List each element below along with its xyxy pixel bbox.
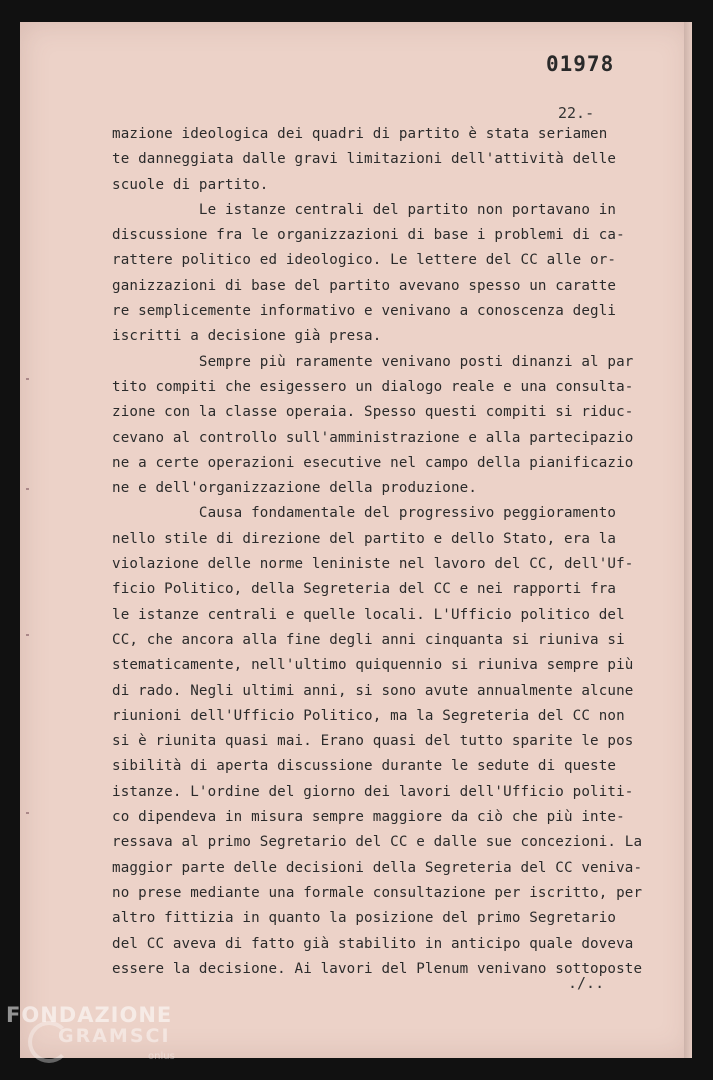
document-page [20,22,692,1058]
text-line: altro fittizia in quanto la posizione del primo Segretario [112,910,617,927]
text-line: ressava al primo Segretario del CC e dalle sue concezioni. La [112,834,643,851]
text-line: cevano al controllo sull'amministrazione e alla partecipazio [112,429,634,446]
text-line: ne e dell'organizzazione della produzione. [112,480,478,497]
text-line: re semplicemente informativo e venivano a conoscenza degli [112,303,617,320]
text-line: di rado. Negli ultimi anni, si sono avute annualmente alcune [112,682,634,699]
continuation-mark: ./.. [568,974,605,992]
document-number: 01978 [546,52,615,76]
text-line: Le istanze centrali del partito non portavano in [112,201,617,218]
text-line: rattere politico ed ideologico. Le lettere del CC alle or- [112,252,617,269]
watermark-line1: FONDAZIONE [6,1003,173,1027]
text-line: ne a certe operazioni esecutive nel campo della pianificazio [112,454,634,471]
text-line: CC, che ancora alla fine degli anni cinquanta si riuniva si [112,631,625,648]
text-line: stematicamente, nell'ultimo quiquennio si riuniva sempre più [112,657,634,674]
text-line: del CC aveva di fatto già stabilito in anticipo quale doveva [112,935,634,952]
body-text [112,122,682,982]
page-number: 22.- [558,104,595,122]
text-line: mazione ideologica dei quadri di partito è stata seriamen [112,126,608,142]
watermark-line2: GRAMSCI [58,1025,171,1047]
text-line: maggior parte delle decisioni della Segreteria del CC veniva- [112,859,643,876]
text-line: istanze. L'ordine del giorno dei lavori dell'Ufficio politi- [112,783,634,800]
text-line: Causa fondamentale del progressivo peggioramento [112,505,617,522]
text-line: scuole di partito. [112,176,269,193]
page-edge [684,22,692,1058]
text-line: ficio Politico, della Segreteria del CC e nei rapporti fra [112,581,617,598]
text-line: nello stile di direzione del partito e dello Stato, era la [112,530,617,547]
text-line: ganizzazioni di base del partito avevano spesso un caratte [112,277,617,294]
text-line: le istanze centrali e quelle locali. L'Ufficio politico del [112,606,625,623]
text-line: discussione fra le organizzazioni di base i problemi di ca- [112,227,625,244]
text-line: no prese mediante una formale consultazione per iscritto, per [112,884,643,901]
text-line: Sempre più raramente venivano posti dinanzi al par [112,353,634,370]
text-line: zione con la classe operaia. Spesso questi compiti si riduc- [112,404,634,421]
watermark-line3: onlus [148,1051,175,1062]
text-line: riunioni dell'Ufficio Politico, ma la Segreteria del CC non [112,707,625,724]
text-line: essere la decisione. Ai lavori del Plenum venivano sottoposte [112,960,643,977]
text-line: sibilità di aperta discussione durante le sedute di queste [112,758,617,775]
text-line: violazione delle norme leniniste nel lavoro del CC, dell'Uf- [112,556,634,573]
text-line: iscritti a decisione già presa. [112,328,382,345]
watermark [0,995,240,1080]
text-line: te danneggiata dalle gravi limitazioni dell'attività delle [112,151,617,168]
text-line: co dipendeva in misura sempre maggiore da ciò che più inte- [112,809,625,826]
text-line: tito compiti che esigessero un dialogo reale e una consulta- [112,378,634,395]
text-line: si è riunita quasi mai. Erano quasi del tutto sparite le pos [112,733,634,750]
